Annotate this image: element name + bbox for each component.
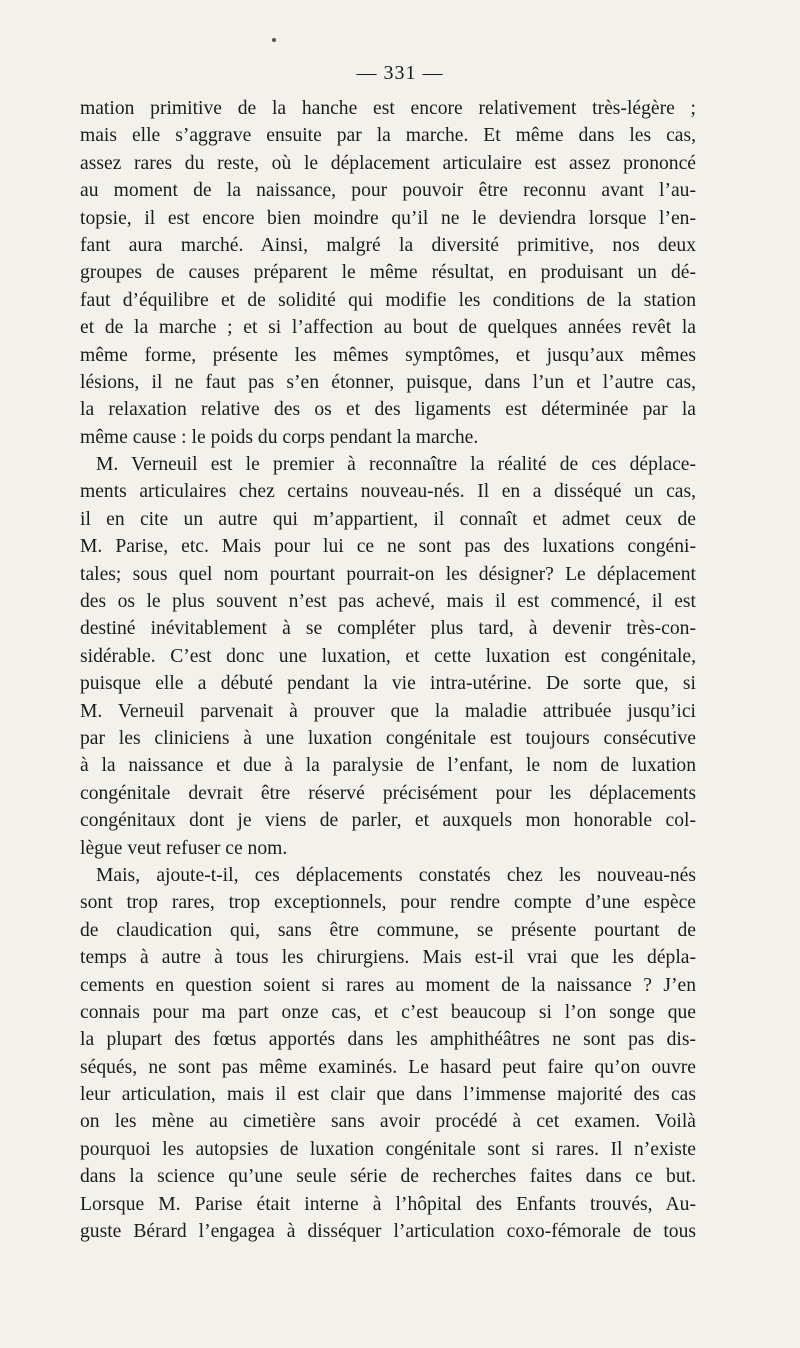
text-line: M. Verneuil est le premier à reconnaître la réalité de ces déplace-	[96, 454, 696, 476]
text-line: même forme, présente les mêmes symptômes, et jusqu’aux mêmes	[80, 344, 696, 366]
text-line: puisque elle a débuté pendant la vie intra-utérine. De sorte que, si	[80, 673, 696, 695]
text-line: Mais, ajoute-t-il, ces déplacements constatés chez les nouveau-nés	[96, 864, 696, 886]
text-line: Lorsque M. Parise était interne à l’hôpital des Enfants trouvés, Au-	[80, 1193, 696, 1215]
text-line: groupes de causes préparent le même résultat, en produisant un dé-	[80, 262, 696, 284]
text-line: on les mène au cimetière sans avoir procédé à cet examen. Voilà	[80, 1111, 696, 1133]
text-line: assez rares du reste, où le déplacement articulaire est assez prononcé	[80, 152, 696, 174]
ink-speck	[272, 38, 276, 42]
text-line: même cause : le poids du corps pendant la marche.	[80, 426, 479, 448]
text-line: à la naissance et due à la paralysie de l’enfant, le nom de luxation	[80, 755, 696, 777]
text-line: fant aura marché. Ainsi, malgré la diversité primitive, nos deux	[80, 234, 696, 256]
text-line: dans la science qu’une seule série de recherches faites dans ce but.	[80, 1166, 696, 1188]
text-line: séqués, ne sont pas même examinés. Le hasard peut faire qu’on ouvre	[80, 1056, 696, 1078]
text-line: congénitale devrait être réservé précisément pour les déplacements	[80, 782, 696, 804]
text-line: ments articulaires chez certains nouveau-nés. Il en a disséqué un cas,	[80, 481, 696, 503]
text-line: topsie, il est encore bien moindre qu’il ne le deviendra lorsque l’en-	[80, 207, 696, 229]
text-line: congénitaux dont je viens de parler, et auxquels mon honorable col-	[80, 810, 696, 832]
text-line: il en cite un autre qui m’appartient, il connaît et admet ceux de	[80, 508, 696, 530]
text-line: faut d’équilibre et de solidité qui modifie les conditions de la station	[80, 289, 696, 311]
text-line: la relaxation relative des os et des ligaments est déterminée par la	[80, 399, 696, 421]
text-line: guste Bérard l’engagea à disséquer l’articulation coxo-fémorale de tous	[80, 1221, 696, 1243]
text-line: tales; sous quel nom pourtant pourrait-on les désigner? Le déplacement	[80, 563, 696, 585]
text-line: lésions, il ne faut pas s’en étonner, puisque, dans l’un et l’autre cas,	[80, 371, 696, 393]
text-line: de claudication qui, sans être commune, se présente pourtant de	[80, 919, 696, 941]
text-line: M. Parise, etc. Mais pour lui ce ne sont pas des luxations congéni-	[80, 536, 696, 558]
text-line: sidérable. C’est donc une luxation, et cette luxation est congénitale,	[80, 645, 696, 667]
page-number: — 331 —	[356, 62, 444, 84]
text-line: sont trop rares, trop exceptionnels, pour rendre compte d’une espèce	[80, 892, 696, 914]
text-line: au moment de la naissance, pour pouvoir être reconnu avant l’au-	[80, 180, 696, 202]
text-line: cements en question soient si rares au moment de la naissance ? J’en	[80, 974, 696, 996]
text-line: pourquoi les autopsies de luxation congénitale sont si rares. Il n’existe	[80, 1138, 696, 1160]
text-line: M. Verneuil parvenait à prouver que la maladie attribuée jusqu’ici	[80, 700, 696, 722]
text-line: la plupart des fœtus apportés dans les amphithéâtres ne sont pas dis-	[80, 1029, 696, 1051]
text-line: mation primitive de la hanche est encore relativement très-légère ;	[80, 98, 696, 119]
body-text	[80, 95, 696, 1245]
text-line: connais pour ma part onze cas, et c’est beaucoup si l’on songe que	[80, 1001, 696, 1023]
text-line: mais elle s’aggrave ensuite par la marche. Et même dans les cas,	[80, 125, 696, 147]
text-line: et de la marche ; et si l’affection au bout de quelques années revêt la	[80, 317, 696, 339]
text-line: temps à autre à tous les chirurgiens. Mais est-il vrai que les dépla-	[80, 947, 696, 969]
text-line: lègue veut refuser ce nom.	[80, 837, 288, 859]
text-line: par les cliniciens à une luxation congénitale est toujours consécutive	[80, 727, 696, 749]
text-line: des os le plus souvent n’est pas achevé, mais il est commencé, il est	[80, 591, 696, 613]
text-line: destiné inévitablement à se compléter plus tard, à devenir très-con-	[80, 618, 696, 640]
text-line: leur articulation, mais il est clair que dans l’immense majorité des cas	[80, 1084, 696, 1106]
